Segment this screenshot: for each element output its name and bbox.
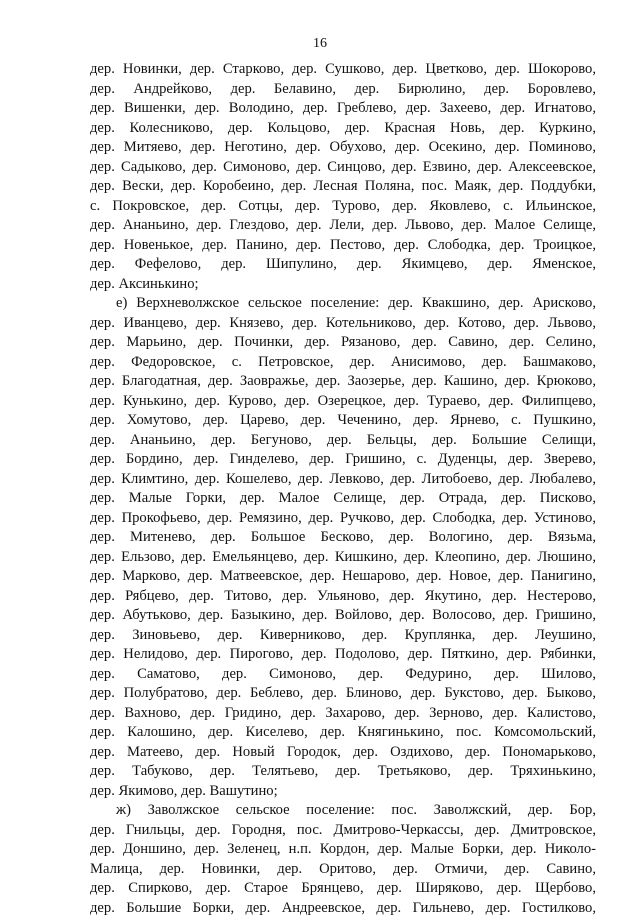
text-line: дер. Гнильцы, дер. Городня, пос. Дмитрово-Черкассы, дер. Дмитровское,: [90, 821, 596, 841]
paragraph-start-line: е) Верхневолжское сельское поселение: дер. Квакшино, дер. Арисково,: [90, 294, 596, 314]
text-line: Малица, дер. Новинки, дер. Оритово, дер. Отмичи, дер. Савино,: [90, 860, 596, 880]
text-line: дер. Колесниково, дер. Кольцово, дер. Красная Новь, дер. Куркино,: [90, 119, 596, 139]
text-line: дер. Вески, дер. Коробеино, дер. Лесная Поляна, пос. Маяк, дер. Поддубки,: [90, 177, 596, 197]
text-line: дер. Марьино, дер. Починки, дер. Рязаново, дер. Савино, дер. Селино,: [90, 333, 596, 353]
text-line: дер. Прокофьево, дер. Ремязино, дер. Ручково, дер. Слободка, дер. Устиново,: [90, 509, 596, 529]
text-line: дер. Аксинькино;: [90, 275, 596, 295]
text-line: дер. Доншино, дер. Зеленец, н.п. Кордон, дер. Малые Борки, дер. Николо-: [90, 840, 596, 860]
text-line: дер. Митяево, дер. Неготино, дер. Обухово, дер. Осекино, дер. Поминово,: [90, 138, 596, 158]
text-line: дер. Большие Борки, дер. Андреевское, дер. Гильнево, дер. Гостилково,: [90, 899, 596, 918]
text-line: дер. Кунькино, дер. Курово, дер. Озерецкое, дер. Тураево, дер. Филипцево,: [90, 392, 596, 412]
text-line: дер. Садыково, дер. Симоново, дер. Синцово, дер. Езвино, дер. Алексеевское,: [90, 158, 596, 178]
text-line: дер. Зиновьево, дер. Киверниково, дер. Круплянка, дер. Леушино,: [90, 626, 596, 646]
text-line: дер. Нелидово, дер. Пирогово, дер. Подолово, дер. Пяткино, дер. Рябинки,: [90, 645, 596, 665]
text-line: дер. Ананьино, дер. Глездово, дер. Лели, дер. Львово, дер. Малое Селище,: [90, 216, 596, 236]
text-line: дер. Полубратово, дер. Беблево, дер. Блиново, дер. Букстово, дер. Быково,: [90, 684, 596, 704]
text-line: дер. Табуково, дер. Телятьево, дер. Третьяково, дер. Тряхинькино,: [90, 762, 596, 782]
text-line: дер. Саматово, дер. Симоново, дер. Федурино, дер. Шилово,: [90, 665, 596, 685]
text-line: дер. Фефелово, дер. Шипулино, дер. Якимцево, дер. Яменское,: [90, 255, 596, 275]
text-line: дер. Новенькое, дер. Панино, дер. Пестово, дер. Слободка, дер. Троицкое,: [90, 236, 596, 256]
text-line: дер. Якимово, дер. Вашутино;: [90, 782, 596, 802]
text-line: дер. Бордино, дер. Гинделево, дер. Гришино, с. Дуденцы, дер. Зверево,: [90, 450, 596, 470]
text-line: дер. Новинки, дер. Старково, дер. Сушково, дер. Цветково, дер. Шокорово,: [90, 60, 596, 80]
text-line: дер. Ельзово, дер. Емельянцево, дер. Кишкино, дер. Клеопино, дер. Люшино,: [90, 548, 596, 568]
text-line: дер. Хомутово, дер. Царево, дер. Чеченино, дер. Ярнево, с. Пушкино,: [90, 411, 596, 431]
text-line: дер. Климтино, дер. Кошелево, дер. Левково, дер. Литобоево, дер. Любалево,: [90, 470, 596, 490]
document-body: [90, 60, 596, 918]
text-line: с. Покровское, дер. Сотцы, дер. Турово, дер. Яковлево, с. Ильинское,: [90, 197, 596, 217]
text-line: дер. Ананьино, дер. Бегуново, дер. Бельцы, дер. Большие Селищи,: [90, 431, 596, 451]
text-line: дер. Спирково, дер. Старое Брянцево, дер. Ширяково, дер. Щербово,: [90, 879, 596, 899]
text-line: дер. Федоровское, с. Петровское, дер. Анисимово, дер. Башмаково,: [90, 353, 596, 373]
text-line: дер. Иванцево, дер. Князево, дер. Котельниково, дер. Котово, дер. Львово,: [90, 314, 596, 334]
text-line: дер. Андрейково, дер. Белавино, дер. Бирюлино, дер. Боровлево,: [90, 80, 596, 100]
text-line: дер. Благодатная, дер. Заовражье, дер. Заозерье, дер. Кашино, дер. Крюково,: [90, 372, 596, 392]
text-line: дер. Калошино, дер. Киселево, дер. Княгинькино, пос. Комсомольский,: [90, 723, 596, 743]
text-line: дер. Марково, дер. Матвеевское, дер. Нешарово, дер. Новое, дер. Панигино,: [90, 567, 596, 587]
text-line: дер. Малые Горки, дер. Малое Селище, дер. Отрада, дер. Писково,: [90, 489, 596, 509]
text-line: дер. Вишенки, дер. Володино, дер. Греблево, дер. Захеево, дер. Игнатово,: [90, 99, 596, 119]
text-line: дер. Вахново, дер. Гридино, дер. Захарово, дер. Зерново, дер. Калистово,: [90, 704, 596, 724]
text-line: дер. Рябцево, дер. Титово, дер. Ульяново, дер. Якутино, дер. Нестерово,: [90, 587, 596, 607]
page-number: 16: [0, 36, 640, 52]
text-line: дер. Матеево, дер. Новый Городок, дер. Оздихово, дер. Пономарьково,: [90, 743, 596, 763]
text-line: дер. Абутьково, дер. Базыкино, дер. Войлово, дер. Волосово, дер. Гришино,: [90, 606, 596, 626]
text-line: дер. Митенево, дер. Большое Бесково, дер. Вологино, дер. Вязьма,: [90, 528, 596, 548]
paragraph-start-line: ж) Заволжское сельское поселение: пос. Заволжский, дер. Бор,: [90, 801, 596, 821]
